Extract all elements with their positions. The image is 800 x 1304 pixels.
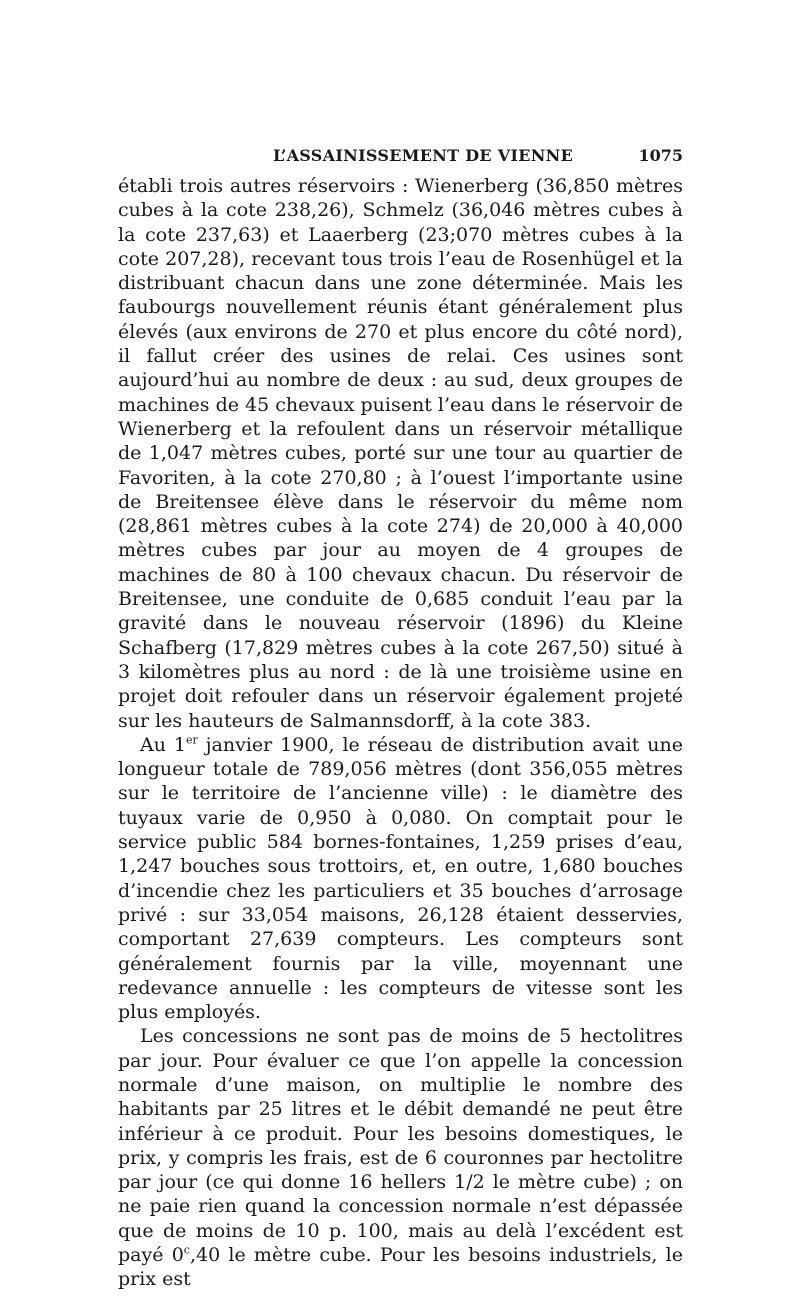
paragraph-2-superscript: er <box>185 733 198 747</box>
paragraph-3-superscript: c <box>183 1243 190 1257</box>
paragraph-3-text-start: Les concessions ne sont pas de moins de 5 hectolitres par jour. Pour évaluer ce que l’on appelle la concession normale d’une maison, on multiplie le nombre des habitants par 25 litres et le débit demandé ne peut être inférieur à ce produit. Pour les besoins domestiques, le prix, y compris les frais, est de 6 couronnes par hectolitre par jour (ce qui donne 16 hellers 1/2 le mètre cube) ; on ne paie rien quand la concession normale n’est dépassée que de moins de 10 p. 100, mais au delà l’excédent est payé 0 <box>118 1025 683 1267</box>
paragraph-3 <box>118 1024 683 1291</box>
paragraph-2 <box>118 733 683 1025</box>
paragraph-1-text: établi trois autres réservoirs : Wienerberg (36,850 mètres cubes à la cote 238,26), Schmelz (36,046 mètres cubes à la cote 237,63) et Laaerberg (23;070 mètres cubes à la cote 207,28), recevant tous trois l’eau de Rosenhügel et la distribuant chacun dans une zone déterminée. Mais les faubourgs nouvellement réunis étant généralement plus élevés (aux environs de 270 et plus encore du côté nord), il fallut créer des usines de relai. Ces usines sont aujourd’hui au nombre de deux : au sud, deux groupes de machines de 45 chevaux puisent l’eau dans le réservoir de Wienerberg et la refoulent dans un réservoir métallique de 1,047 mètres cubes, porté sur une tour au quartier de Favoriten, à la cote 270,80 ; à l’ouest l’importante usine de Breitensee élève dans le réservoir du même nom (28,861 mètres cubes à la cote 274) de 20,000 à 40,000 mètres cubes par jour au moyen de 4 groupes de machines de 80 à 100 chevaux chacun. Du réservoir de Breitensee, une conduite de 0,685 conduit l’eau par la gravité dans le nouveau réservoir (1896) du Kleine Schafberg (17,829 mètres cubes à la cote 267,50) situé à 3 kilomètres plus au nord : de là une troisième usine en projet doit refouler dans un réservoir également projeté sur les hauteurs de Salmannsdorff, à la cote 383. <box>118 175 683 732</box>
running-title: L’ASSAINISSEMENT DE VIENNE <box>273 146 574 165</box>
paragraph-3-text-end: ,40 le mètre cube. Pour les besoins industriels, le prix est <box>118 1244 683 1291</box>
paragraph-2-text-start: Au 1 <box>140 733 186 756</box>
paragraph-1 <box>118 174 683 733</box>
body-text <box>118 174 683 1292</box>
page-number: 1075 <box>638 146 683 165</box>
page-header <box>118 146 683 170</box>
paragraph-2-text-end: janvier 1900, le réseau de distribution avait une longueur totale de 789,056 mètres (dont 356,055 mètres sur le territoire de l’ancienne ville) : le diamètre des tuyaux varie de 0,950 à 0,080. On comptait pour le service public 584 bornes-fontaines, 1,259 prises d’eau, 1,247 bouches sous trottoirs, et, en outre, 1,680 bouches d’incendie chez les particuliers et 35 bouches d’arrosage privé : sur 33,054 maisons, 26,128 étaient desservies, comportant 27,639 compteurs. Les compteurs sont généralement fournis par la ville, moyennant une redevance annuelle : les compteurs de vitesse sont les plus employés. <box>118 733 684 1024</box>
